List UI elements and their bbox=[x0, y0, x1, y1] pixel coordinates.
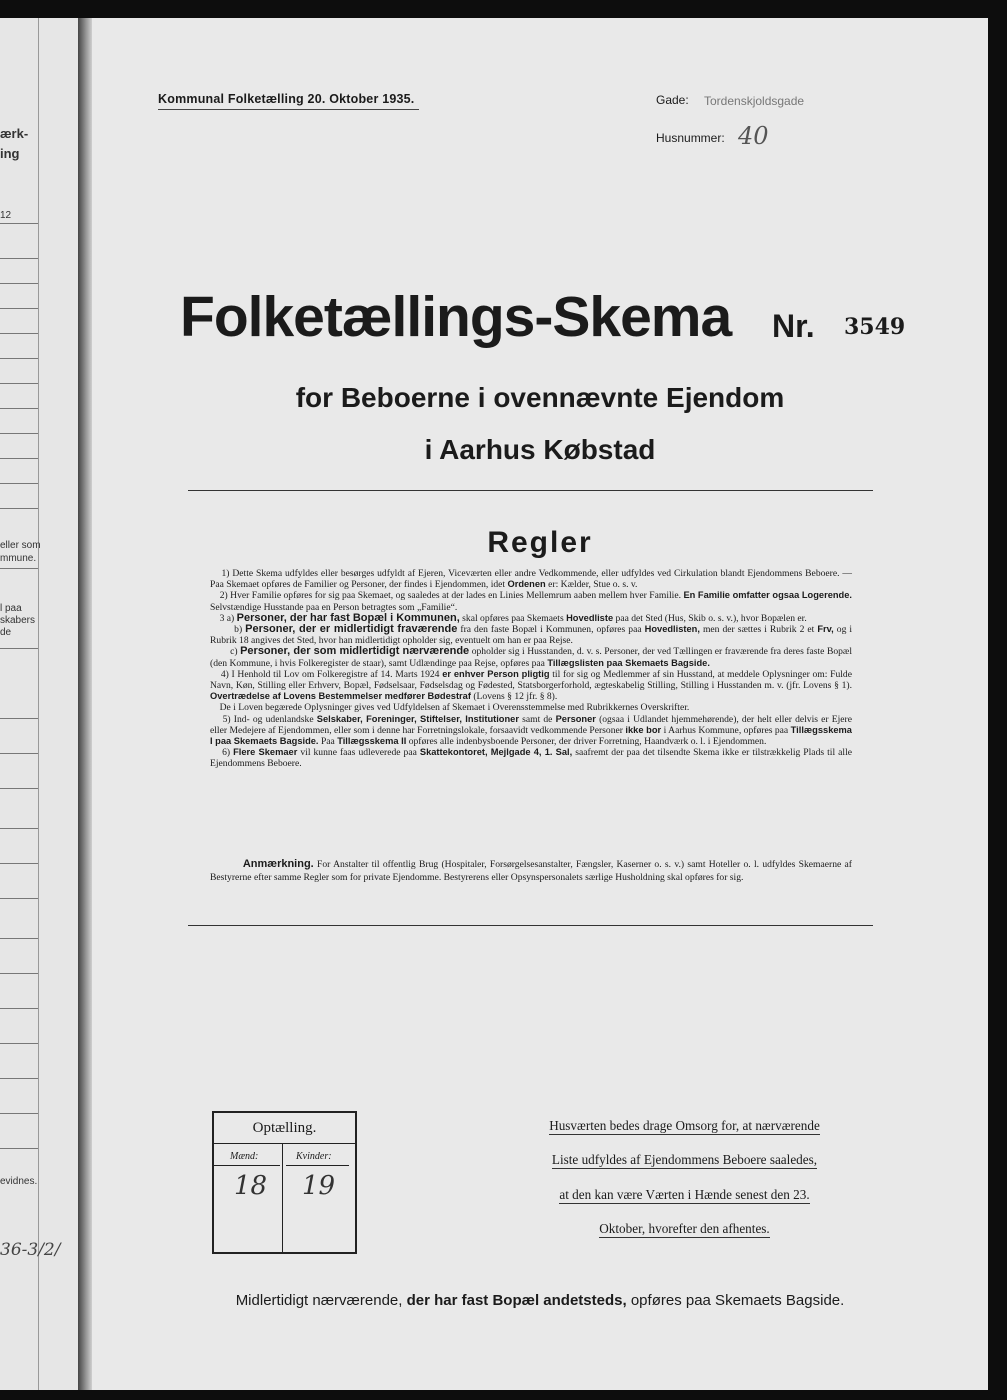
rule-text: 1) Dette Skema udfyldes eller besørges udfyldt af Ejeren, Viceværten eller andre Vedkommende, eller udfyldes ved Cirkulation blandt Ejendommens Beboere. — Paa Skemaet opføres de Familier og Personer, der findes i Ejendommen, idet bbox=[210, 568, 852, 591]
rule-text: samt de bbox=[522, 713, 553, 725]
left-rule bbox=[0, 358, 38, 359]
census-label: Kommunal Folketælling 20. Oktober 1935. bbox=[158, 92, 415, 106]
note-text: For Anstalter til offentlig Brug (Hospitaler, Forsørgelsesanstalter, Fængsler, Kaserner o. s. v.) samt Hoteller o. l. udfyldes Skemaerne af Bestyrerne efter samme Regler som for private Ejendomme. Bestyrerens eller Opsynspersonalets særlige Husholdning skal opføres for sig. bbox=[210, 859, 853, 883]
count-box bbox=[212, 1111, 357, 1254]
instruction-line bbox=[516, 1187, 853, 1203]
rule-text: paa det Sted (Hus, Skib o. s. v.), hvor Bopælen er. bbox=[615, 612, 807, 624]
rule-text: (Lovens § 12 jfr. § 8). bbox=[473, 691, 558, 703]
regler-heading: Regler bbox=[487, 526, 593, 559]
left-rule bbox=[0, 788, 38, 789]
form-subtitle-2: i Aarhus Købstad bbox=[424, 434, 656, 465]
rule-text: 4) I Henhold til Lov om Folkeregistre af 14. Marts 1924 bbox=[220, 668, 440, 680]
rule-text: i Aarhus Kommune, opføres paa bbox=[663, 724, 789, 736]
rule-bold: Selskaber, Foreninger, Stiftelser, Institutioner bbox=[316, 713, 519, 724]
rule-text: 2) Hver Familie opføres for sig paa Skemaet, og saaledes at der lades en Linies Mellemrum aaben mellem hver Familie. bbox=[219, 590, 681, 602]
left-rule bbox=[0, 1148, 38, 1149]
rule-heading: Personer, der som midlertidigt nærværende bbox=[240, 645, 470, 658]
left-rule bbox=[0, 1043, 38, 1044]
left-rule bbox=[0, 483, 38, 484]
rule-bold: Tillægsskema II bbox=[337, 736, 407, 747]
rule-bold: Tillægsskema I paa Skemaets Bagside. bbox=[210, 724, 852, 747]
left-rule bbox=[0, 383, 38, 384]
rule-text: Selvstændige Husstande paa en Person betragtes som „Familie“. bbox=[210, 601, 458, 613]
rule-bold: er enhver Person pligtig bbox=[442, 668, 550, 679]
left-rule bbox=[0, 568, 38, 569]
rule-bold: Flere Skemaer bbox=[233, 747, 298, 758]
men-count: 18 bbox=[234, 1171, 268, 1201]
rule-bold: Hovedlisten, bbox=[644, 624, 700, 635]
rule-bold: Skattekontoret, Mejlgade 4, 1. Sal, bbox=[419, 747, 573, 758]
rule-bold: ikke bor bbox=[625, 724, 662, 735]
rule-bold: Hovedliste bbox=[566, 612, 614, 623]
left-rule bbox=[0, 433, 38, 434]
rule-text: er: Kælder, Stue o. s. v. bbox=[548, 579, 638, 591]
footer-note bbox=[92, 1292, 988, 1309]
left-fragment: mmune. bbox=[0, 553, 37, 564]
rule-text: Paa bbox=[320, 736, 335, 748]
form-number-label: Nr. bbox=[772, 308, 815, 344]
note-heading: Anmærkning. bbox=[242, 858, 314, 870]
rule-4 bbox=[210, 669, 852, 703]
women-label-rule bbox=[286, 1165, 349, 1166]
footer-text: opføres paa Skemaets Bagside. bbox=[630, 1292, 845, 1309]
rule-text: opføres alle indenbysboende Personer, der driver Forretning, Haandværk o. l. i Ejendommen. bbox=[408, 736, 767, 748]
rule-2 bbox=[210, 590, 852, 612]
left-rule bbox=[0, 898, 38, 899]
left-rule bbox=[0, 828, 38, 829]
instruction-text: Husværten bedes drage Omsorg for, at nærværende bbox=[549, 1118, 820, 1133]
left-rule bbox=[0, 258, 38, 259]
left-rule bbox=[0, 508, 38, 509]
note-section bbox=[210, 858, 852, 884]
rule-text: 5) Ind- og udenlandske bbox=[222, 713, 314, 725]
form-subtitle-1: for Beboerne i ovennævnte Ejendom bbox=[295, 382, 785, 413]
rule-number: c) bbox=[230, 646, 238, 658]
census-form-page bbox=[92, 18, 988, 1390]
left-rule bbox=[0, 1113, 38, 1114]
rule-text: men der sættes i Rubrik 2 et bbox=[702, 624, 815, 636]
rule-text: De i Loven begærede Oplysninger gives ved Udfyldelsen af Skemaet i Overensstemmelse med Rubrikkernes Overskrifter. bbox=[219, 702, 690, 714]
husnummer-value: 40 bbox=[738, 122, 769, 150]
rule-text: opholder sig i Husstanden, d. v. s. Personer, der ved Tællingen er fraværende fra deres faste Bopæl (den Kommune, i hvis Folkeregister de staar), samt Udlændinge paa Rejse, opføres paa bbox=[210, 646, 852, 669]
left-rule bbox=[0, 283, 38, 284]
left-fragment: eller som bbox=[0, 540, 41, 551]
rule-5 bbox=[210, 714, 852, 748]
left-facing-page bbox=[0, 18, 78, 1390]
left-page-column-rule bbox=[38, 18, 39, 1390]
men-label-rule bbox=[214, 1165, 280, 1166]
rule-bold: Personer bbox=[555, 713, 596, 724]
rule-text: (ogsaa i Udlandet hjemmehørende), der helt eller delvis er Ejere eller Medejere af Ejendommen, eller som i denne har Forretningslokale, forsaavidt vedkommende Personer bbox=[210, 713, 852, 736]
rule-number: 6) bbox=[222, 747, 231, 759]
book-gutter bbox=[78, 18, 92, 1390]
rule-number: b) bbox=[234, 624, 243, 636]
count-divider bbox=[282, 1144, 283, 1252]
divider-bottom bbox=[188, 925, 873, 926]
count-title: Optælling. bbox=[214, 1113, 355, 1144]
footer-text: Midlertidigt nærværende, bbox=[235, 1292, 403, 1309]
left-rule bbox=[0, 408, 38, 409]
rule-heading: Personer, der er midlertidigt fraværende bbox=[245, 623, 458, 636]
rule-bold: Tillægslisten paa Skemaets Bagside. bbox=[547, 657, 710, 668]
left-handwriting: 36-3/2/ bbox=[0, 1240, 61, 1260]
rule-bold: Ordenen bbox=[507, 579, 546, 590]
rule-heading: Personer, der har fast Bopæl i Kommunen, bbox=[236, 611, 460, 624]
left-rule bbox=[0, 863, 38, 864]
rule-1 bbox=[210, 568, 852, 590]
left-rule bbox=[0, 458, 38, 459]
instruction-line bbox=[516, 1118, 853, 1134]
left-rule bbox=[0, 753, 38, 754]
left-fragment: de bbox=[0, 627, 12, 638]
gade-label: Gade: bbox=[656, 93, 689, 107]
rule-text: saafremt der paa det tilsendte Skema ikke er tilstrækkelig Plads til alle Ejendommens Beboere. bbox=[210, 747, 852, 770]
left-rule bbox=[0, 718, 38, 719]
left-rule bbox=[0, 648, 38, 649]
rule-bold: Overtrædelse af Lovens Bestemmelser medfører Bødestraf bbox=[210, 691, 471, 702]
left-fragment: evidnes. bbox=[0, 1176, 38, 1187]
rule-text: til for sig og Medlemmer af sin Husstand, at meddele Oplysninger om: Fulde Navn, Køn, Stilling eller Erhverv, Bopæl, Fødselsaar, Fødselsdag og Fødested, Statsborgerforhold, ægteskabelig Stilling, Stilling i Husstanden m. v. (jfr. Lovens § 1). bbox=[210, 668, 852, 692]
instruction-line bbox=[516, 1221, 853, 1237]
instruction-text: Oktober, hvorefter den afhentes. bbox=[599, 1221, 770, 1236]
rules-section bbox=[210, 568, 852, 770]
rule-text: fra den faste Bopæl i Kommunen, opføres paa bbox=[460, 624, 642, 636]
rule-4b bbox=[210, 702, 852, 713]
form-number-value: 3549 bbox=[844, 314, 906, 340]
rule-bold: Frv, bbox=[817, 624, 834, 635]
left-fragment: l paa bbox=[0, 603, 22, 614]
instruction-text: Liste udfyldes af Ejendommens Beboere saaledes, bbox=[551, 1152, 818, 1167]
left-rule bbox=[0, 333, 38, 334]
rule-6 bbox=[210, 747, 852, 769]
rule-3b bbox=[210, 624, 852, 646]
footer-bold: der har fast Bopæl andetsteds, bbox=[406, 1292, 627, 1309]
left-fragment: ærk- bbox=[0, 126, 29, 141]
left-rule bbox=[0, 1008, 38, 1009]
left-rule bbox=[0, 308, 38, 309]
women-label: Kvinder: bbox=[296, 1151, 332, 1162]
rule-text: skal opføres paa Skemaets bbox=[462, 612, 564, 624]
census-underline bbox=[158, 109, 419, 110]
instruction-text: at den kan være Værten i Hænde senest den 23. bbox=[559, 1187, 810, 1202]
form-title: Folketællings-Skema bbox=[180, 285, 732, 349]
left-rule bbox=[0, 973, 38, 974]
gade-value: Tordenskjoldsgade bbox=[704, 94, 805, 108]
left-rule bbox=[0, 938, 38, 939]
left-rule bbox=[0, 223, 38, 224]
rule-bold: En Familie omfatter ogsaa Logerende. bbox=[683, 590, 852, 601]
left-fragment: ing bbox=[0, 146, 20, 161]
left-rule bbox=[0, 1078, 38, 1079]
divider-top bbox=[188, 490, 873, 491]
left-fragment: 12 bbox=[0, 210, 12, 221]
left-fragment: skabers bbox=[0, 615, 36, 626]
instruction-line bbox=[516, 1152, 853, 1168]
rule-text: og i Rubrik 18 angives det Sted, hvor han midlertidigt opholder sig, eventuelt om han er paa Rejse. bbox=[210, 624, 853, 647]
rule-3c bbox=[210, 646, 852, 668]
husnummer-label: Husnummer: bbox=[656, 131, 725, 145]
men-label: Mænd: bbox=[230, 1151, 259, 1162]
women-count: 19 bbox=[302, 1171, 336, 1201]
rule-number: 3 a) bbox=[219, 612, 235, 624]
rule-text: vil kunne faas udleverede paa bbox=[300, 747, 417, 759]
